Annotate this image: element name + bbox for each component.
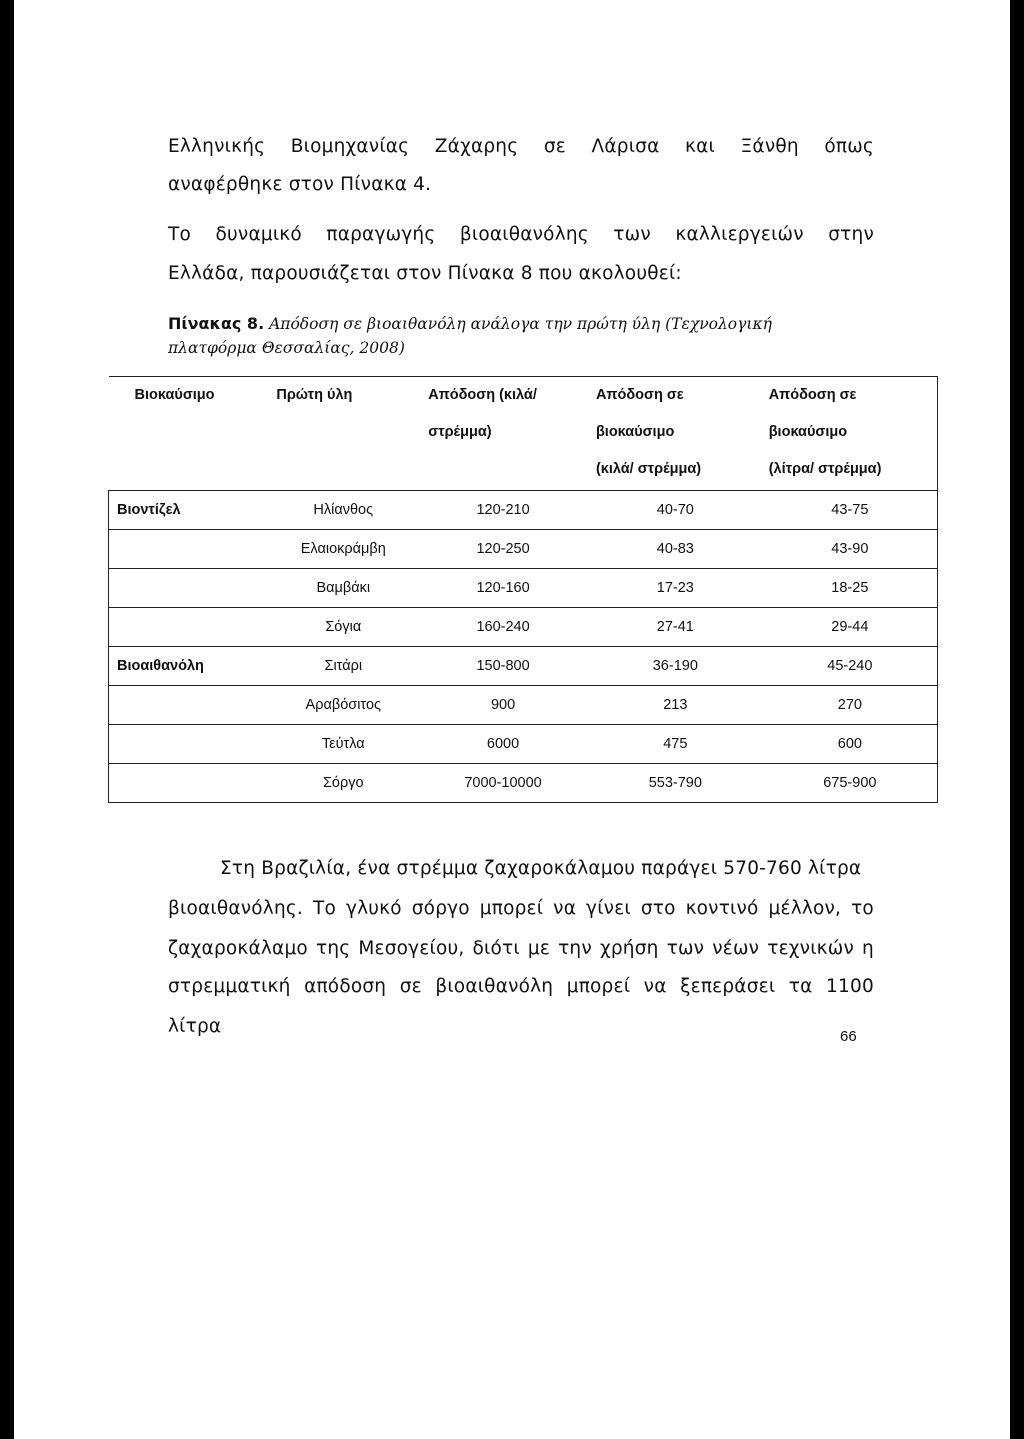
word: μπορεί: [566, 976, 631, 997]
cell-yield: 7000-10000: [418, 764, 588, 803]
word: 1100: [826, 976, 874, 997]
cell-crop: Ηλίανθος: [313, 502, 374, 518]
cell-crop: Αραβόσιτος: [305, 697, 381, 713]
word: της: [315, 938, 351, 959]
page-number: 66: [840, 1028, 857, 1045]
table-row: [109, 686, 938, 725]
cell-yield: 150-800: [476, 658, 530, 674]
word: την: [558, 938, 592, 959]
cell-biofuel-litres: 675-900: [763, 764, 938, 803]
outro-line-3: [168, 938, 874, 959]
intro-line-2: αναφέρθηκε στον Πίνακα 4.: [168, 174, 432, 195]
outro-line-5: λίτρα: [168, 1016, 222, 1037]
table-row: [109, 608, 938, 647]
word: στρεμματική: [168, 976, 291, 997]
word: των: [666, 938, 705, 959]
document-page: [14, 0, 1010, 1439]
cell-biofuel-litres: 600: [763, 725, 938, 764]
word: Ελληνικής: [168, 136, 266, 157]
table-row: [109, 530, 938, 569]
cell-crop: Σόργο: [268, 764, 418, 803]
word: γίνει: [586, 898, 631, 919]
cell-yield: 120-210: [476, 502, 530, 518]
word: χρήση: [599, 938, 659, 959]
cell-fuel: [109, 530, 269, 569]
table-label: Πίνακας 8.: [168, 314, 265, 333]
header-crop: Πρώτη ύλη: [268, 377, 418, 491]
table-row: [109, 725, 938, 764]
cell-biofuel-kg: 40-70: [656, 502, 694, 518]
word: βιοαιθανόλης.: [168, 898, 304, 919]
table-row: [109, 491, 938, 530]
word: απόδοση: [304, 976, 387, 997]
cell-biofuel-litres: 18-25: [763, 569, 938, 608]
cell-biofuel-litres: 45-240: [763, 647, 938, 686]
cell-biofuel-kg: 213: [663, 697, 688, 713]
word: μπορεί: [479, 898, 544, 919]
word: τεχνικών: [767, 938, 854, 959]
word: στο: [640, 898, 676, 919]
word: με: [527, 938, 551, 959]
word: ξεπεράσει: [680, 976, 776, 997]
cell-yield: 6000: [486, 736, 520, 752]
header-biofuel-litres: Απόδοση σε βιοκαύσιμο (λίτρα/ στρέμμα): [763, 377, 938, 491]
word: Ξάνθη: [740, 136, 799, 157]
cell-crop: Τεύτλα: [321, 736, 365, 752]
word: Το: [168, 224, 192, 245]
cell-biofuel-litres: 29-44: [763, 608, 938, 647]
word: η: [862, 938, 874, 959]
header-yield: Απόδοση (κιλά/ στρέμμα): [418, 377, 588, 491]
word: διότι: [472, 938, 520, 959]
outro-line-2: [168, 898, 874, 919]
cell-fuel: [109, 725, 269, 764]
word: δυναμικό: [215, 224, 302, 245]
word: καλλιεργειών: [675, 224, 804, 245]
intro-line-4: Ελλάδα, παρουσιάζεται στον Πίνακα 8 που ακολουθεί:: [168, 263, 682, 284]
word: γλυκό: [345, 898, 402, 919]
word: όπως: [824, 136, 874, 157]
word: να: [643, 976, 667, 997]
cell-yield: 160-240: [476, 619, 530, 635]
cell-fuel: [109, 686, 269, 725]
table-row: [109, 569, 938, 608]
cell-yield: 120-250: [476, 541, 530, 557]
word: σόργο: [411, 898, 470, 919]
cell-biofuel-litres: 43-90: [763, 530, 938, 569]
word: ζαχαροκάλαμο: [168, 938, 308, 959]
word: Ζάχαρης: [434, 136, 519, 157]
word: βιοαιθανόλης: [459, 224, 589, 245]
header-fuel: Βιοκαύσιμο: [109, 377, 269, 491]
table-row: [109, 764, 938, 803]
word: σε: [543, 136, 566, 157]
cell-crop: Σόγια: [325, 619, 362, 635]
intro-line-1: [168, 136, 874, 157]
cell-biofuel-litres: 270: [763, 686, 938, 725]
caption-line-2: πλατφόρμα Θεσσαλίας, 2008): [168, 339, 405, 357]
cell-biofuel-kg: 475: [663, 736, 688, 752]
cell-biofuel-kg: 553-790: [588, 764, 763, 803]
intro-line-3: [168, 224, 874, 245]
word: Βιομηχανίας: [290, 136, 410, 157]
cell-crop: Ελαιοκράμβη: [300, 541, 386, 557]
word: τα: [788, 976, 813, 997]
header-biofuel-kg: Απόδοση σε βιοκαύσιμο (κιλά/ στρέμμα): [588, 377, 763, 491]
outro-line-4: [168, 976, 874, 997]
outro-line-1: Στη Βραζιλία, ένα στρέμμα ζαχαροκάλαμου παράγει 570-760 λίτρα: [220, 858, 862, 879]
yield-table: [108, 376, 938, 803]
word: μέλλον,: [768, 898, 842, 919]
word: βιοαιθανόλη: [435, 976, 554, 997]
cell-biofuel-litres: 43-75: [763, 491, 938, 530]
cell-biofuel-kg: 40-83: [656, 541, 694, 557]
cell-yield: 120-160: [476, 580, 530, 596]
word: το: [851, 898, 874, 919]
word: να: [553, 898, 577, 919]
cell-fuel: Βιοαιθανόλη: [109, 647, 269, 686]
cell-biofuel-kg: 17-23: [656, 580, 694, 596]
cell-fuel: [109, 764, 269, 803]
table-row: [109, 647, 938, 686]
word: Το: [312, 898, 337, 919]
word: των: [613, 224, 651, 245]
cell-biofuel-kg: 36-190: [652, 658, 698, 674]
cell-biofuel-kg: 27-41: [656, 619, 694, 635]
caption-line-1: Απόδοση σε βιοαιθανόλη ανάλογα την πρώτη ύλη (Τεχνολογική: [264, 315, 772, 333]
cell-fuel: [109, 608, 269, 647]
table-body: [109, 491, 938, 803]
word: κοντινό: [685, 898, 759, 919]
cell-crop: Βαμβάκι: [316, 580, 371, 596]
word: παραγωγής: [326, 224, 436, 245]
word: Λάρισα: [591, 136, 660, 157]
word: Μεσογείου,: [358, 938, 465, 959]
word: στην: [828, 224, 874, 245]
cell-fuel: [109, 569, 269, 608]
word: νέων: [712, 938, 760, 959]
cell-fuel: Βιοντίζελ: [109, 491, 269, 530]
table-header-row: [109, 377, 938, 491]
cell-yield: 900: [490, 697, 516, 713]
word: και: [685, 136, 715, 157]
cell-crop: Σιτάρι: [324, 658, 363, 674]
word: σε: [399, 976, 422, 997]
